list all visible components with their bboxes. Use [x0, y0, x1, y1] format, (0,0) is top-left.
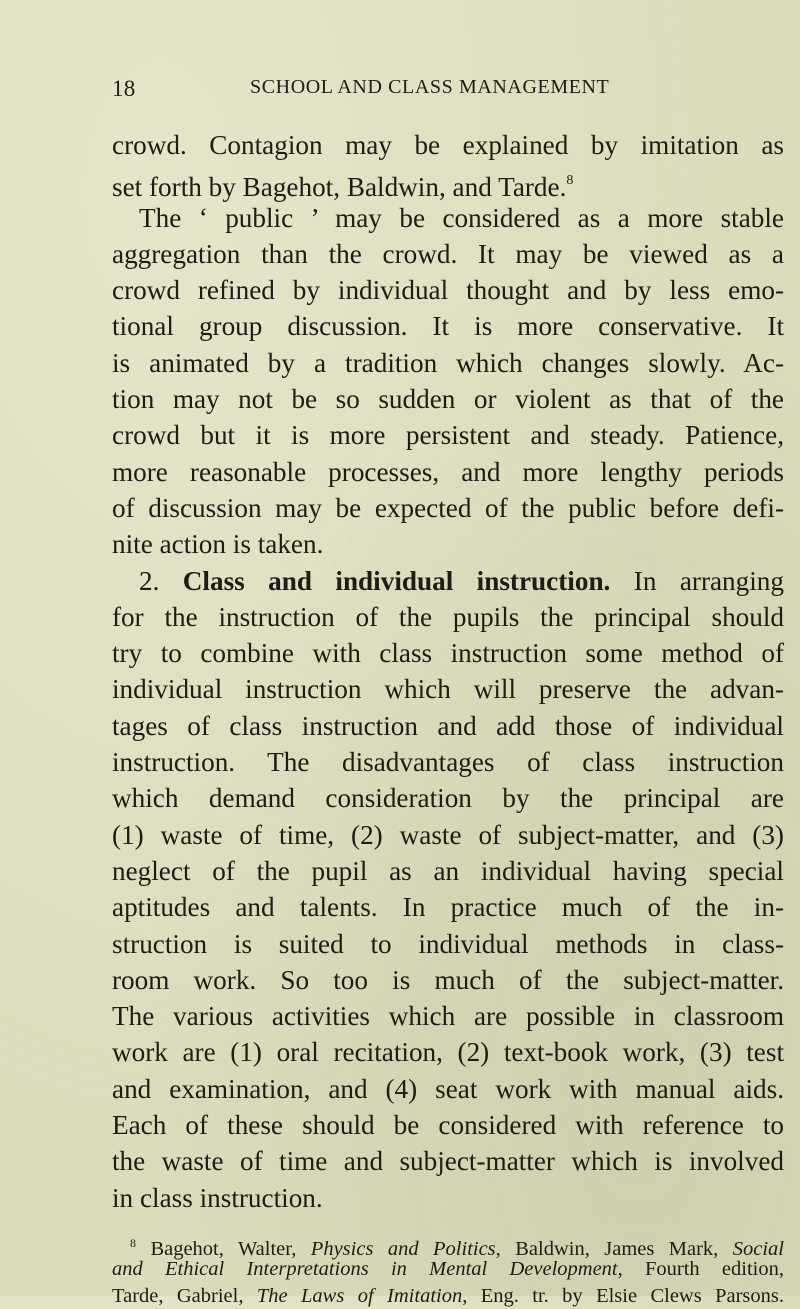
text-line: in class instruction.	[112, 1182, 323, 1213]
body-text	[112, 127, 784, 1216]
text-line: tion may not be so sudden or violent as that of the	[112, 384, 784, 415]
text-line: aggregation than the crowd. It may be viewed as a	[112, 238, 784, 269]
text-line: struction is suited to individual methods in class-	[112, 928, 784, 959]
text-line: is animated by a tradition which changes slowly. Ac-	[112, 347, 784, 378]
book-page	[112, 76, 784, 1309]
footnote-reference: 8	[566, 173, 574, 189]
text-line: work are (1) oral recitation, (2) text-book work, (3) test	[112, 1037, 784, 1068]
text-line: crowd but it is more persistent and steady. Patience,	[112, 420, 784, 451]
running-title: SCHOOL AND CLASS MANAGEMENT	[250, 76, 610, 98]
footnote-line: and Ethical Interpretations in Mental Development, Fourth edition,	[112, 1258, 784, 1281]
text-line: The various activities which are possible in classroom	[112, 1001, 784, 1032]
page-number: 18	[112, 76, 136, 101]
section-heading: Class and individual instruction.	[182, 565, 611, 596]
section-number: 2.	[139, 565, 160, 596]
text-line: of discussion may be expected of the public before defi-	[112, 492, 784, 523]
text-line: individual instruction which will preserve the advan-	[112, 674, 784, 705]
text-line: nite action is taken.	[112, 529, 324, 560]
text-line: neglect of the pupil as an individual having special	[112, 855, 784, 886]
footnote-marker: 8	[130, 1235, 136, 1250]
text-line: the waste of time and subject-matter which is involved	[112, 1146, 784, 1177]
text-line: tional group discussion. It is more conservative. It	[112, 311, 784, 342]
footnote-line: $^8$ Bagehot, Walter, Physics and Politics, Baldwin, James Mark, Social	[130, 1235, 784, 1260]
footnote	[112, 1230, 784, 1309]
text-line: for the instruction of the pupils the principal should	[112, 601, 784, 632]
text-line: room work. So too is much of the subject-matter.	[112, 964, 784, 995]
running-header	[112, 76, 784, 108]
text-line: Each of these should be considered with reference to	[112, 1110, 784, 1141]
text-line: crowd refined by individual thought and by less emo-	[112, 275, 784, 306]
text-line: more reasonable processes, and more lengthy periods	[112, 456, 784, 487]
text-line: which demand consideration by the principal are	[112, 783, 784, 814]
text-line: try to combine with class instruction some method of	[112, 638, 784, 669]
text-line: (1) waste of time, (2) waste of subject-matter, and (3)	[112, 819, 784, 850]
text-line: tages of class instruction and add those of individual	[112, 710, 784, 741]
text-line: set forth by Bagehot, Baldwin, and Tarde.$^8$	[112, 172, 574, 203]
footnote-line: Tarde, Gabriel, The Laws of Imitation, Eng. tr. by Elsie Clews Parsons.	[112, 1284, 784, 1307]
text-line: and examination, and (4) seat work with manual aids.	[112, 1073, 784, 1104]
text-line: aptitudes and talents. In practice much of the in-	[112, 892, 784, 923]
text-line: The ‘ public ’ may be considered as a more stable	[139, 202, 784, 233]
text-line: crowd. Contagion may be explained by imitation as	[112, 130, 784, 160]
section-heading-line: 2. Class and individual instruction. In arranging	[139, 565, 784, 596]
text-line: instruction. The disadvantages of class instruction	[112, 747, 784, 778]
